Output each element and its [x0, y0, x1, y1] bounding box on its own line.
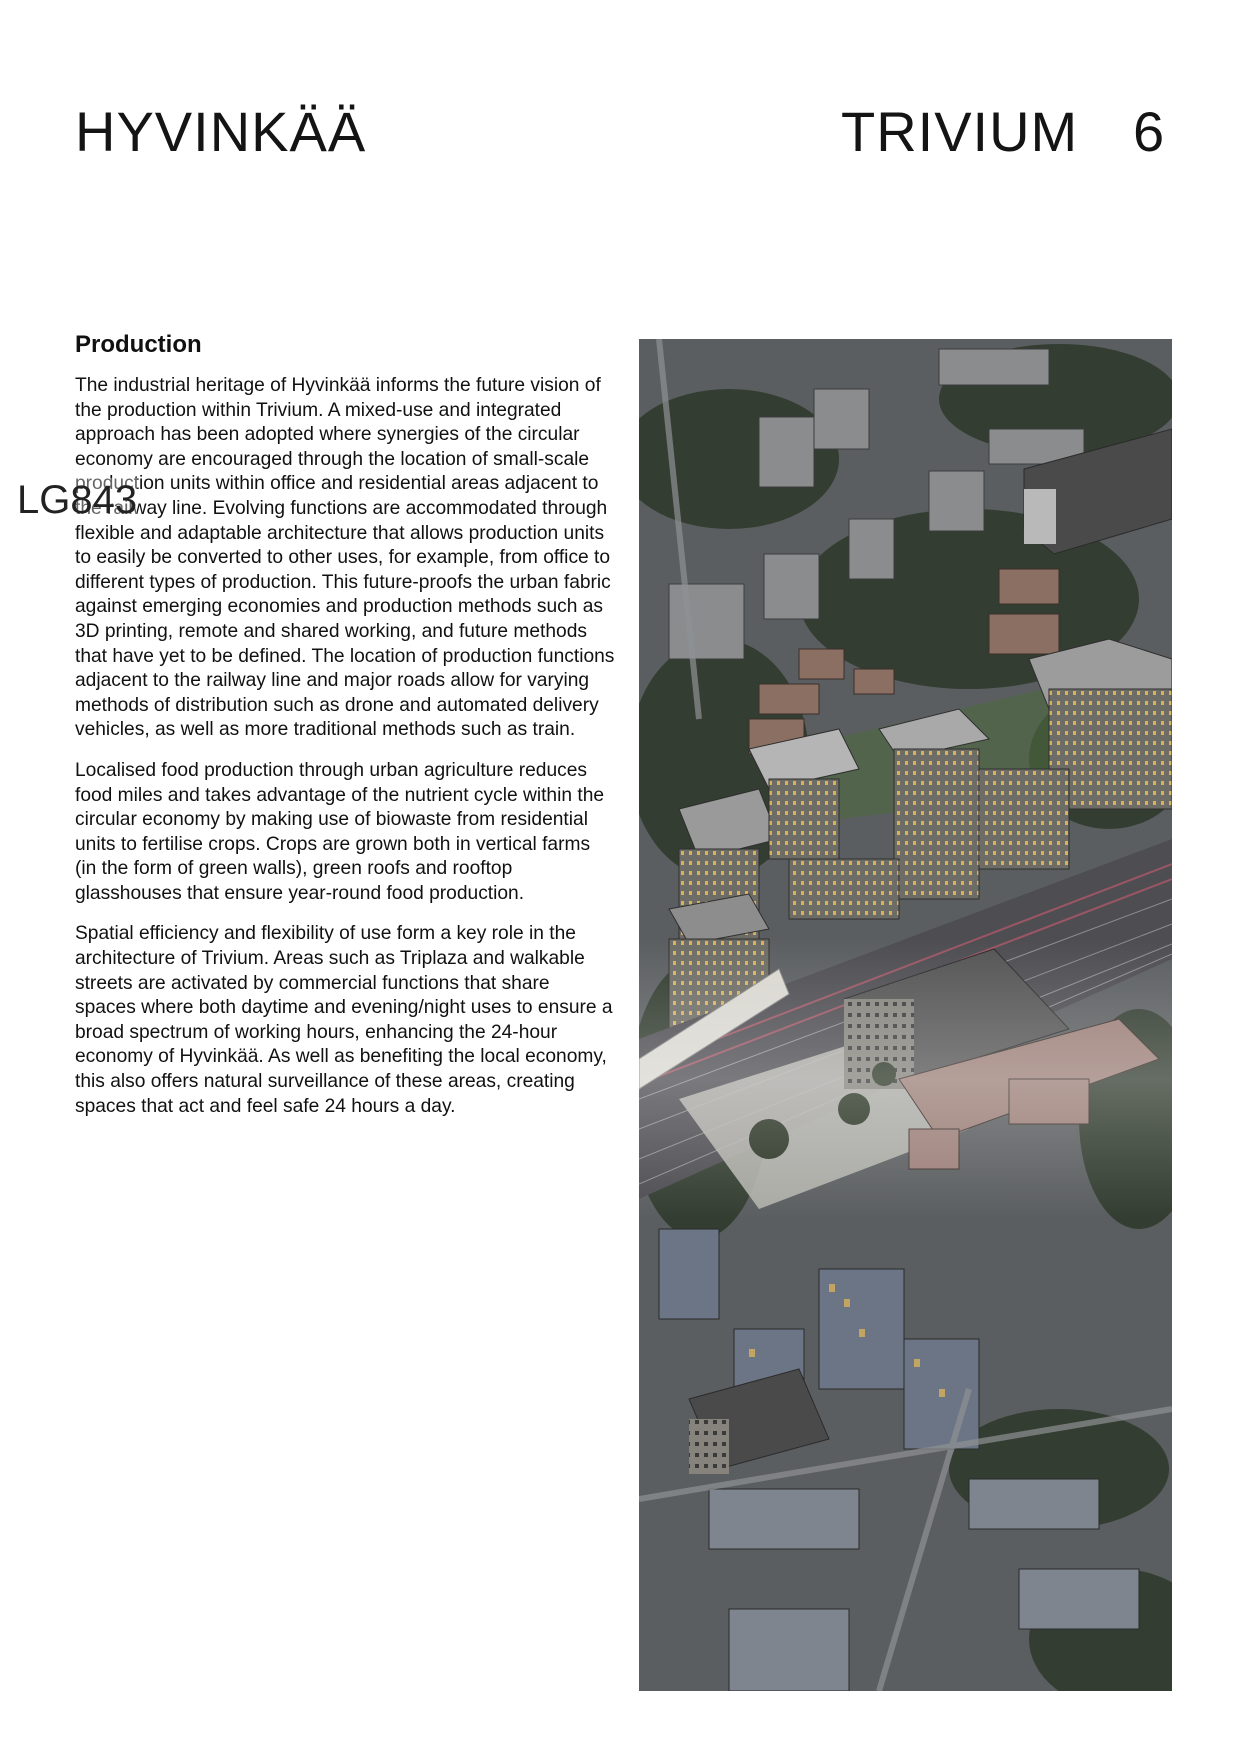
aerial-render-image: [639, 339, 1172, 1691]
paragraph-2: Localised food production through urban agriculture reduces food miles and takes advantage of the nutrient cycle within the circular economy by making use of biowaste from residential units to fertilise crops. Crops are grown both in vertical farms (in the form of green walls), green roofs and rooftop glasshouses that ensure year-round food production.: [75, 759, 605, 904]
text-column: [75, 330, 615, 1135]
document-title: HYVINKÄÄ: [75, 100, 367, 163]
aerial-render-illustration: [639, 339, 1172, 1691]
project-title: TRIVIUM: [841, 100, 1079, 163]
document-stamp: LG843: [17, 478, 138, 522]
paragraph-3: Spatial efficiency and flexibility of use form a key role in the architecture of Trivium. Areas such as Triplaza and walkable streets are activated by commercial functions that share spaces where both daytime and evening/night uses to ensure a broad spectrum of working hours, enhancing the 24-hour economy of Hyvinkää. As well as benefiting the local economy, this also offers natural surveillance of these areas, creating spaces that act and feel safe 24 hours a day.: [75, 923, 613, 1117]
page-number: 6: [1133, 100, 1166, 163]
paragraph-1: The industrial heritage of Hyvinkää informs the future vision of the production within Trivium. A mixed-use and integrated approach has been adopted where synergies of the circular economy are encouraged through the location of small-scale production units within office and residential areas adjacent to the railway line. Evolving functions are accommodated through flexible and adaptable architecture that allows production units to easily be converted to other uses, for example, from office to different types of production. This future-proofs the urban fabric against emerging economies and production methods such as 3D printing, remote and shared working, and future methods that have yet to be defined. The location of production functions adjacent to the railway line and major roads allow for varying methods of distribution such as drone and automated delivery vehicles, as well as more traditional methods such as train.: [75, 375, 615, 741]
section-heading: Production: [75, 331, 202, 358]
